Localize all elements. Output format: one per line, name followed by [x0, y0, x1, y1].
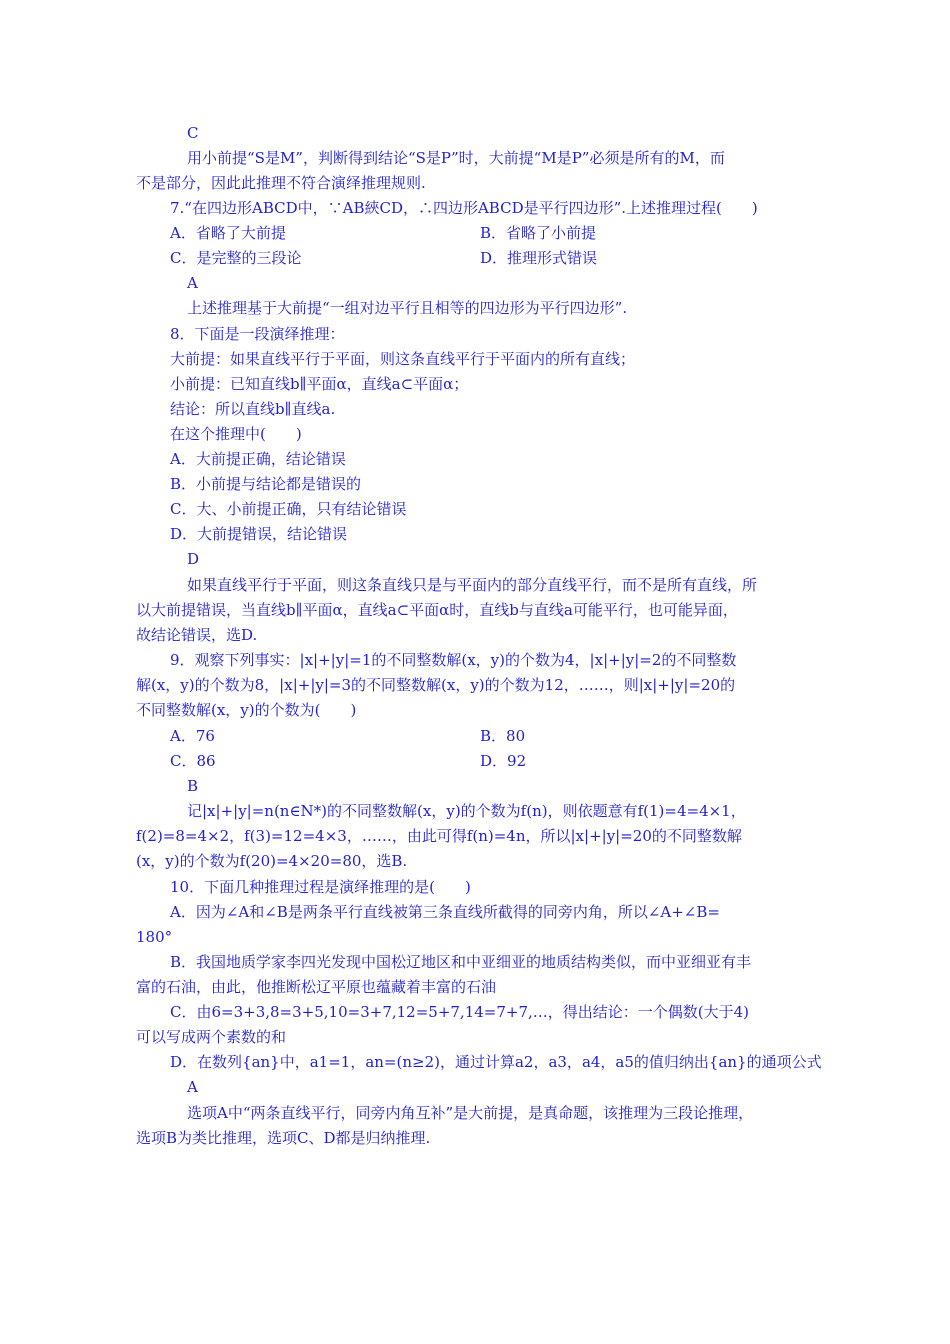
text-line: 选项A中“两条直线平行，同旁内角互补”是大前提，是真命题，该推理为三段论推理，	[187, 1104, 754, 1122]
text-line: C．是完整的三段论	[170, 249, 302, 267]
text-line: 结论：所以直线b∥直线a.	[170, 400, 336, 418]
text-line: 8．下面是一段演绎推理：	[170, 325, 345, 343]
text-line: 可以写成两个素数的和	[136, 1028, 287, 1046]
text-line: D．在数列{an}中，a1=1，an=(n≥2)，通过计算a2，a3，a4，a5的值归纳出{an}的通项公式	[170, 1053, 822, 1071]
text-line: A．大前提正确，结论错误	[170, 450, 346, 468]
text-line: 大前提：如果直线平行于平面，则这条直线平行于平面内的所有直线；	[170, 350, 636, 368]
text-line: 9．观察下列事实：|x|+|y|=1的不同整数解(x，y)的个数为4，|x|+|y|=2的不同整数	[170, 651, 737, 669]
text-line: C．大、小前提正确，只有结论错误	[170, 500, 407, 518]
text-line: D	[187, 550, 200, 568]
text-line: 在这个推理中( )	[170, 425, 302, 443]
text-line: 用小前提“S是M”，判断得到结论“S是P”时，大前提“M是P”必须是所有的M，而	[187, 149, 725, 167]
text-line: C	[187, 124, 199, 142]
text-line: 选项B为类比推理，选项C、D都是归纳推理.	[136, 1129, 431, 1147]
text-line: C．86	[170, 752, 216, 770]
text-line: B．省略了小前提	[480, 224, 597, 242]
text-line: 如果直线平行于平面，则这条直线只是与平面内的部分直线平行，而不是所有直线，所	[187, 576, 758, 594]
text-line: 180°	[136, 928, 173, 946]
text-line: 以大前提错误，当直线b∥平面α，直线a⊂平面α时，直线b与直线a可能平行，也可能异面，	[136, 601, 738, 619]
text-line: A．因为∠A和∠B是两条平行直线被第三条直线所截得的同旁内角，所以∠A+∠B=	[170, 903, 720, 921]
text-line: 富的石油，由此，他推断松辽平原也蕴藏着丰富的石油	[136, 978, 497, 996]
text-line: 上述推理基于大前提“一组对边平行且相等的四边形为平行四边形”.	[187, 299, 628, 317]
text-line: A．76	[170, 727, 215, 745]
text-line: 小前提：已知直线b∥平面α，直线a⊂平面α；	[170, 375, 469, 393]
text-line: 10．下面几种推理过程是演绎推理的是( )	[170, 878, 471, 896]
text-line: (x，y)的个数为f(20)=4×20=80，选B.	[136, 852, 408, 870]
text-line: 不是部分，因此此推理不符合演绎推理规则.	[136, 174, 426, 192]
text-line: 解(x，y)的个数为8，|x|+|y|=3的不同整数解(x，y)的个数为12，……，则|x|+|y|=20的	[136, 676, 736, 694]
text-line: C．由6=3+3,8=3+5,10=3+7,12=5+7,14=7+7,…，得出结论：一个偶数(大于4)	[170, 1003, 750, 1021]
text-line: D．大前提错误，结论错误	[170, 525, 348, 543]
text-line: D．92	[480, 752, 527, 770]
text-line: A．省略了大前提	[170, 224, 286, 242]
text-line: B．我国地质学家李四光发现中国松辽地区和中亚细亚的地质结构类似，而中亚细亚有丰	[170, 953, 752, 971]
text-line: 记|x|+|y|=n(n∈N*)的不同整数解(x，y)的个数为f(n)，则依题意有f(1)=4=4×1，	[187, 802, 746, 820]
text-line: f(2)=8=4×2，f(3)=12=4×3，……，由此可得f(n)=4n，所以|x|+|y|=20的不同整数解	[136, 827, 742, 845]
text-line: 故结论错误，选D.	[136, 626, 258, 644]
text-line: A	[187, 274, 198, 292]
text-line: B．80	[480, 727, 526, 745]
text-line: B	[187, 777, 199, 795]
text-line: 不同整数解(x，y)的个数为( )	[136, 701, 357, 719]
text-line: D．推理形式错误	[480, 249, 598, 267]
text-line: A	[187, 1078, 198, 1096]
text-line: 7.“在四边形ABCD中，∵AB綊CD，∴四边形ABCD是平行四边形”.上述推理过程( )	[170, 199, 758, 217]
text-line: B．小前提与结论都是错误的	[170, 475, 362, 493]
